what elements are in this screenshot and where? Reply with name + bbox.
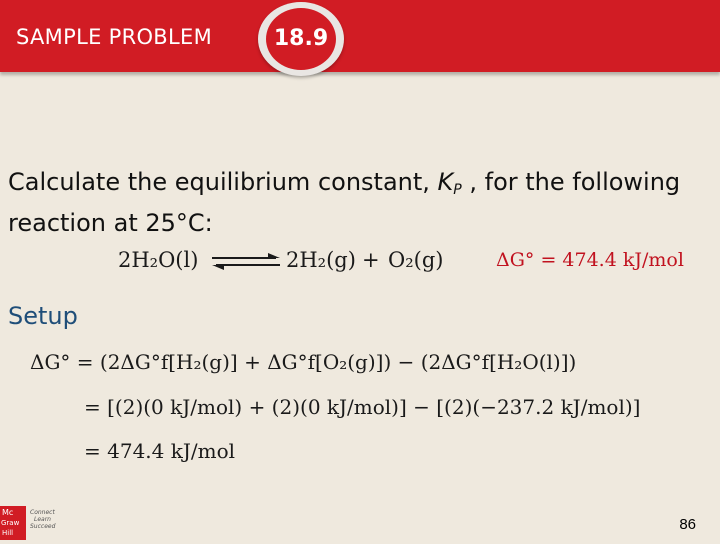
setup-equation-line1: ΔG° = (2ΔG°f[H₂(g)] + ΔG°f[O₂(g)]) − (2ΔG°f[H₂O(l)]) <box>30 350 577 374</box>
svg-text:Graw: Graw <box>1 519 20 527</box>
problem-number-badge <box>258 2 344 76</box>
equilibrium-arrow-icon <box>210 251 282 273</box>
problem-statement <box>8 166 708 240</box>
publisher-logo <box>0 504 70 540</box>
setup-equation-line2: = [(2)(0 kJ/mol) + (2)(0 kJ/mol)] − [(2)(−237.2 kJ/mol)] <box>84 395 641 419</box>
svg-text:Hill: Hill <box>2 529 14 537</box>
problem-line2: reaction at 25°C: <box>8 209 213 237</box>
k-symbol: K <box>437 168 454 196</box>
mcgraw-hill-logo-icon <box>0 504 70 540</box>
product-2: O₂(g) <box>388 248 444 272</box>
problem-line1-post: , for the following <box>461 168 681 196</box>
product-1: 2H₂(g) <box>286 248 356 272</box>
header-banner <box>0 0 720 72</box>
svg-text:Mc: Mc <box>2 508 14 517</box>
page-number: 86 <box>679 516 696 533</box>
badge-inner <box>266 8 336 70</box>
header-label: SAMPLE PROBLEM <box>16 25 212 49</box>
svg-text:Learn: Learn <box>34 516 51 523</box>
k-subscript: P <box>453 182 462 198</box>
delta-g-value: ΔG° = 474.4 kJ/mol <box>496 249 684 271</box>
svg-text:Succeed: Succeed <box>30 523 56 530</box>
setup-equation-line3: = 474.4 kJ/mol <box>84 439 236 463</box>
plus-sign: + <box>362 248 380 272</box>
svg-text:Connect: Connect <box>30 509 55 516</box>
reactant: 2H₂O(l) <box>118 248 199 272</box>
problem-line1-pre: Calculate the equilibrium constant, <box>8 168 438 196</box>
problem-number: 18.9 <box>273 26 329 51</box>
setup-heading: Setup <box>8 302 78 330</box>
